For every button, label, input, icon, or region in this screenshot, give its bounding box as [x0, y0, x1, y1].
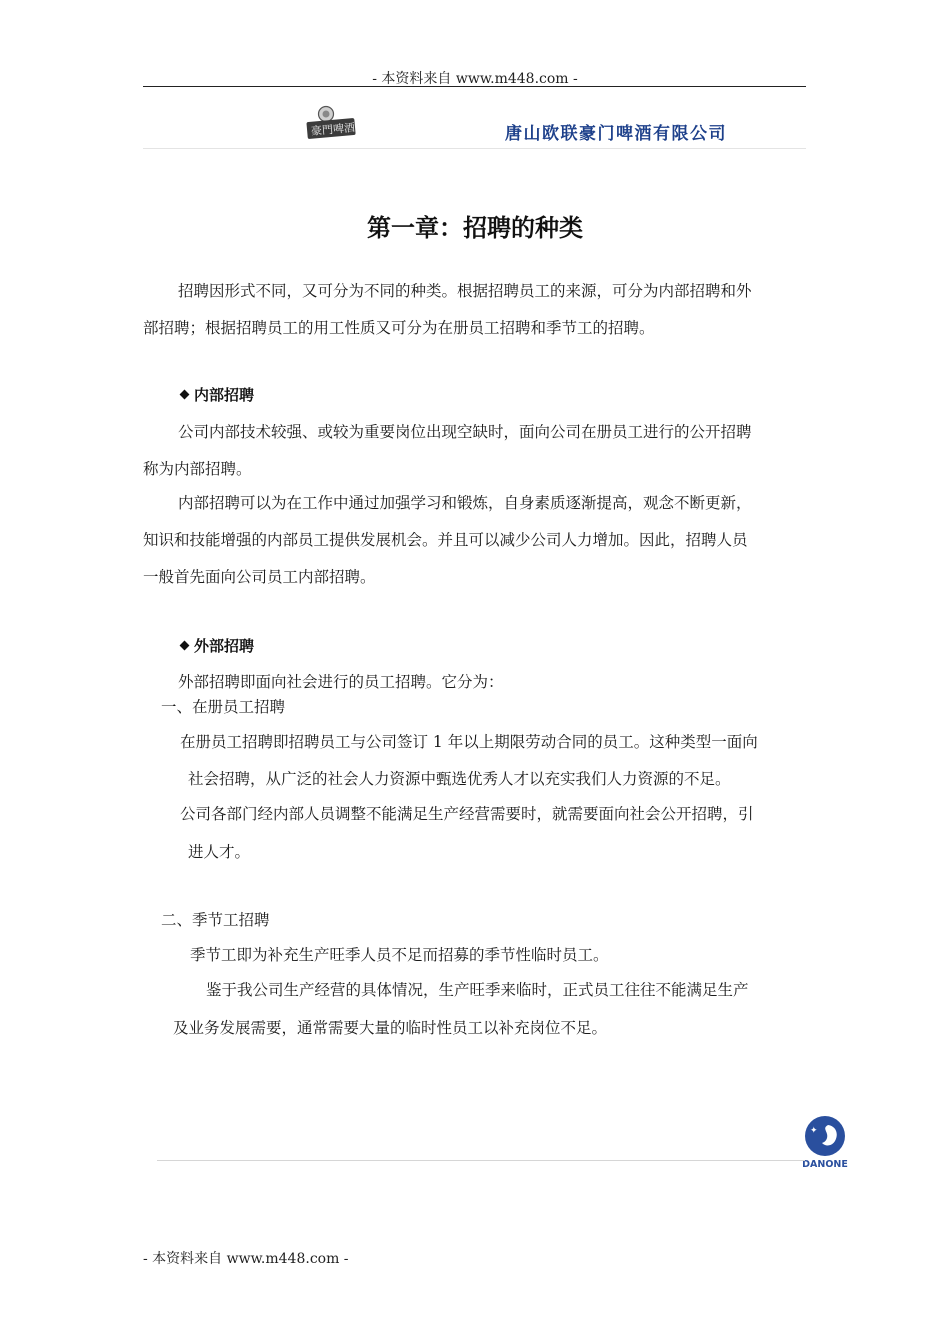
diamond-bullet-icon — [180, 390, 190, 400]
danone-brand-text: DANONE — [802, 1159, 848, 1170]
registered-line-2: 社会招聘，从广泛的社会人力资源中甄选优秀人才以充实我们人力资源的不足。 — [188, 770, 731, 788]
subsection-heading-seasonal: 二、季节工招聘 — [161, 911, 270, 929]
section-heading-internal: 内部招聘 — [181, 384, 254, 405]
source-note-bottom: - 本资料来自 www.m448.com - — [143, 1251, 349, 1267]
company-name: 唐山欧联豪门啤酒有限公司 — [505, 124, 727, 144]
source-note-top: - 本资料来自 www.m448.com - — [372, 71, 578, 87]
seasonal-line-3: 及业务发展需要，通常需要大量的临时性员工以补充岗位不足。 — [173, 1019, 608, 1037]
section-heading-external: 外部招聘 — [181, 635, 254, 656]
external-intro: 外部招聘即面向社会进行的员工招聘。它分为： — [178, 673, 504, 691]
header-divider — [143, 148, 806, 149]
seasonal-line-1: 季节工即为补充生产旺季人员不足而招募的季节性临时员工。 — [190, 946, 609, 964]
registered-line-1: 在册员工招聘即招聘员工与公司签订 1 年以上期限劳动合同的员工。这种类型一面向 — [180, 733, 758, 751]
chapter-title: 第一章：招聘的种类 — [367, 213, 583, 242]
danone-child-icon — [800, 1116, 850, 1160]
registered-line-4: 进人才。 — [188, 843, 251, 861]
internal-line-5: 一般首先面向公司员工内部招聘。 — [143, 568, 376, 586]
brand-logo — [305, 104, 357, 140]
diamond-bullet-icon — [180, 641, 190, 651]
registered-line-3: 公司各部门经内部人员调整不能满足生产经营需要时，就需要面向社会公开招聘，引 — [180, 805, 754, 823]
logo-label: 豪門啤酒 — [310, 121, 356, 138]
svg-text:✦: ✦ — [810, 1126, 818, 1136]
internal-line-1: 公司内部技术较强、或较为重要岗位出现空缺时，面向公司在册员工进行的公开招聘 — [178, 423, 752, 441]
internal-line-2: 称为内部招聘。 — [143, 460, 252, 478]
subsection-heading-registered: 一、在册员工招聘 — [161, 698, 286, 716]
danone-logo — [800, 1116, 850, 1172]
internal-line-4: 知识和技能增强的内部员工提供发展机会。并且可以减少公司人力增加。因此，招聘人员 — [143, 531, 748, 549]
footer-rule — [157, 1160, 805, 1161]
header-rule — [143, 86, 806, 87]
seasonal-line-2: 鉴于我公司生产经营的具体情况，生产旺季来临时，正式员工往往不能满足生产 — [206, 981, 749, 999]
intro-line-2: 部招聘；根据招聘员工的用工性质又可分为在册员工招聘和季节工的招聘。 — [143, 319, 655, 337]
intro-line-1: 招聘因形式不同，又可分为不同的种类。根据招聘员工的来源，可分为内部招聘和外 — [178, 282, 752, 300]
internal-line-3: 内部招聘可以为在工作中通过加强学习和锻炼，自身素质逐渐提高，观念不断更新， — [178, 494, 752, 512]
